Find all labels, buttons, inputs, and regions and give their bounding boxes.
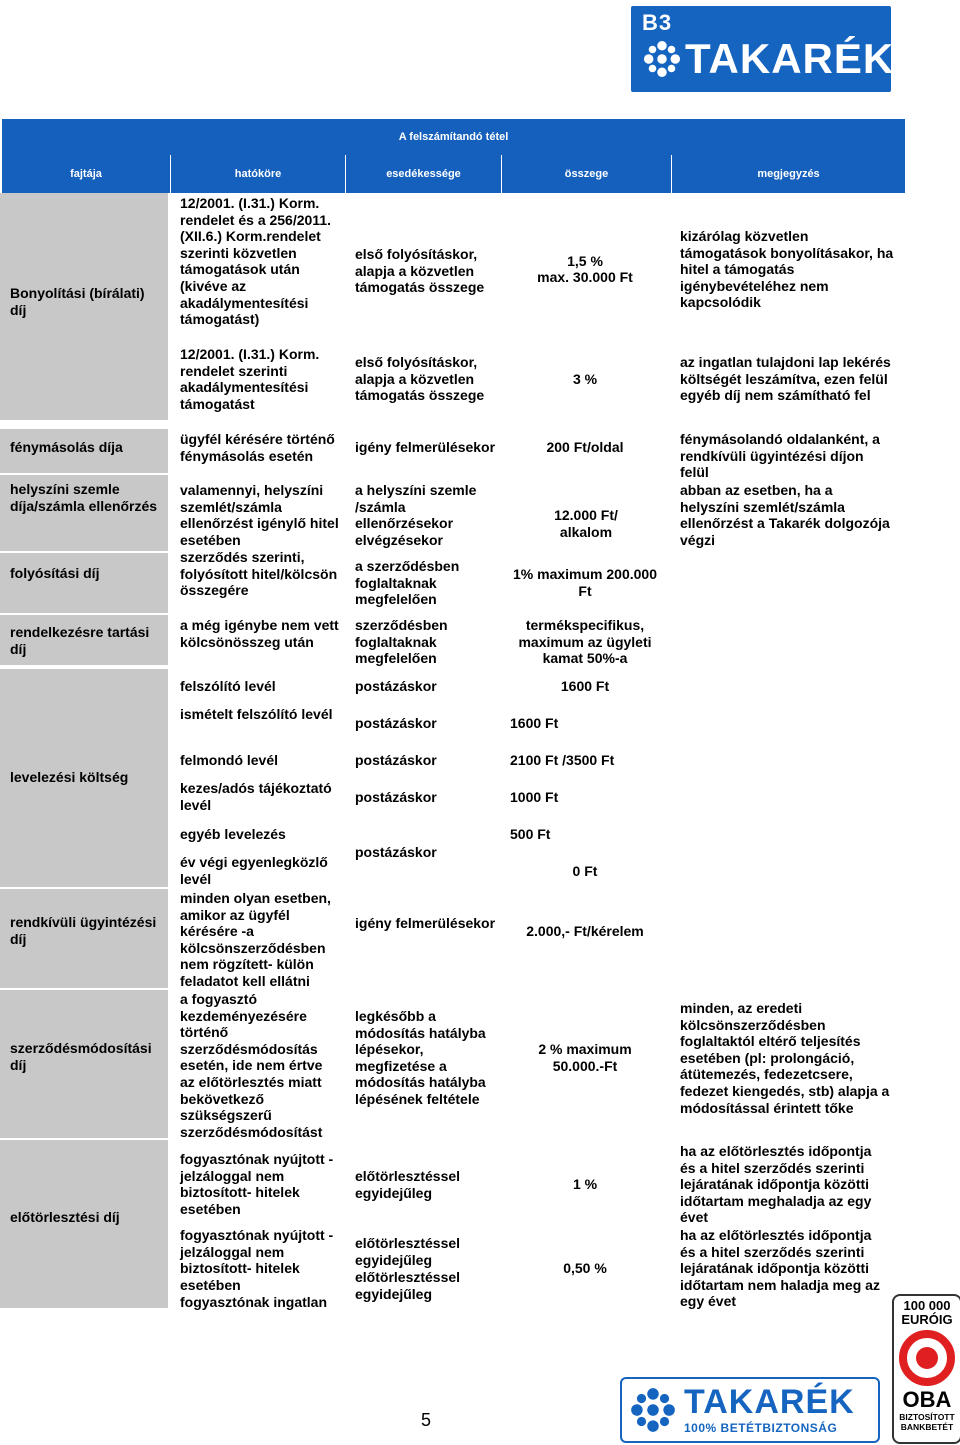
- cell-esedekesseg: postázáskor: [355, 678, 437, 694]
- category-label: levelezési költség: [10, 769, 129, 785]
- cell-hatokor: ügyfél kérésére történő fénymásolás esetén: [180, 431, 335, 464]
- page-number: 5: [421, 1410, 432, 1430]
- cell-hatokor: kezes/adós tájékoztató levél: [180, 780, 332, 813]
- cell-osszeg: 200 Ft/oldal: [546, 439, 624, 455]
- cell-esedekesseg: előtörlesztéssel egyidejűleg: [355, 1269, 461, 1302]
- cell-osszeg: 1000 Ft: [510, 789, 559, 805]
- cell-esedekesseg: a helyszíni szemle /számla ellenőrzésekor elvégzésekor: [355, 482, 477, 548]
- cell-megjegyzes: minden, az eredeti kölcsönszerződésben foglaltaktól eltérő teljesítés esetében (pl: prolongáció, átütemezés, fedezetcsere, fedezet kiengedés, stb) alapja a módosítással érintett tőke: [680, 1000, 890, 1116]
- oba-subtitle: BIZTOSÍTOTT BANKBETÉT: [899, 1412, 955, 1432]
- cell-esedekesseg: a szerződésben foglaltaknak megfelelően: [355, 558, 460, 608]
- cell-esedekesseg: első folyósításkor, alapja a közvetlen támogatás összege: [355, 354, 485, 404]
- category-cell: [0, 553, 168, 615]
- cell-megjegyzes: abban az esetben, ha a helyszíni szemlét/számla ellenőrzést a Takarék dolgozója végzi: [680, 482, 890, 548]
- cell-osszeg: 1% maximum 200.000 Ft: [513, 566, 657, 599]
- cell-osszeg: 2100 Ft /3500 Ft: [510, 752, 615, 768]
- cell-hatokor: szerződés szerinti, folyósított hitel/kölcsön összegére: [180, 549, 338, 599]
- cell-osszeg: 2 % maximum 50.000.-Ft: [538, 1041, 632, 1074]
- oba-currency: EURÓIG: [901, 1312, 953, 1327]
- logo-subtitle: 100% BETÉTBIZTONSÁG: [684, 1421, 838, 1435]
- cell-esedekesseg: legkésőbb a módosítás hatályba lépésekor, megfizetése a módosítás hatályba lépésének feltétele: [355, 1008, 486, 1107]
- cell-esedekesseg: szerződésben foglaltaknak megfelelően: [355, 617, 448, 667]
- cell-hatokor: év végi egyenlegközlő levél: [180, 854, 328, 887]
- cell-hatokor: fogyasztónak nyújtott -jelzáloggal nem biztosított- hitelek esetében: [180, 1227, 334, 1293]
- cell-osszeg: max. 30.000 Ft: [537, 269, 633, 285]
- cell-hatokor: a még igénybe nem vett kölcsönösszeg után: [180, 617, 339, 650]
- category-label: rendelkezésre tartási díj: [10, 624, 150, 657]
- cell-hatokor: 12/2001. (I.31.) Korm. rendelet és a 256/2011. (XII.6.) Korm.rendelet szerinti közvetlen támogatások után (kivéve az akadálymentesítési támogatást): [180, 195, 331, 328]
- table-title: A felszámítandó tétel: [2, 119, 905, 155]
- cell-hatokor: egyéb levelezés: [180, 826, 286, 842]
- cell-osszeg: 2.000,- Ft/kérelem: [526, 923, 644, 939]
- cell-hatokor: minden olyan esetben, amikor az ügyfél kérésére -a kölcsönszerződésben nem rögzített- külön feladatot kell ellátni: [180, 890, 331, 989]
- header-megjegyzes: megjegyzés: [671, 155, 905, 193]
- flower-star-icon: [630, 1387, 676, 1433]
- cell-osszeg: 3 %: [572, 371, 598, 387]
- cell-osszeg: 12.000 Ft/ alkalom: [554, 507, 618, 540]
- category-label: rendkívüli ügyintézési díj: [10, 914, 157, 947]
- category-cell: [0, 429, 168, 475]
- header-esedekessege: esedékessége: [345, 155, 501, 193]
- cell-osszeg: termékspecifikus, maximum az ügyleti kamat 50%-a: [518, 617, 652, 667]
- cell-osszeg: 1600 Ft: [510, 715, 559, 731]
- cell-esedekesseg: előtörlesztéssel egyidejűleg: [355, 1168, 461, 1201]
- flower-star-icon: [643, 40, 681, 78]
- category-label: előtörlesztési díj: [10, 1209, 120, 1225]
- cell-hatokor: ismételt felszólító levél: [180, 706, 333, 722]
- cell-osszeg: 1 %: [572, 1176, 598, 1192]
- category-label: Bonyolítási (bírálati) díj: [10, 285, 145, 318]
- cell-osszeg: 1,5 %: [567, 253, 603, 269]
- header-osszege: összege: [501, 155, 671, 193]
- oba-name: OBA: [902, 1387, 952, 1412]
- cell-esedekesseg: előtörlesztéssel egyidejűleg: [355, 1235, 461, 1268]
- category-label: folyósítási díj: [10, 565, 100, 581]
- cell-esedekesseg: igény felmerülésekor: [355, 439, 496, 455]
- category-cell: [0, 990, 168, 1140]
- cell-esedekesseg: postázáskor: [355, 715, 437, 731]
- logo-badge: B3: [642, 10, 673, 35]
- cell-osszeg: 0 Ft: [572, 863, 598, 879]
- oba-ring-icon: [899, 1330, 955, 1386]
- logo-brand: TAKARÉK: [685, 35, 895, 82]
- category-cell: [0, 1140, 168, 1310]
- category-cell: [0, 669, 168, 889]
- cell-hatokor: fogyasztónak nyújtott -jelzáloggal nem biztosított- hitelek esetében: [180, 1151, 334, 1217]
- cell-hatokor: felmondó levél: [180, 752, 279, 768]
- header-fajtaja: fajtája: [2, 155, 170, 193]
- category-cell: [0, 193, 168, 422]
- cell-hatokor: fogyasztónak ingatlan: [180, 1294, 328, 1310]
- cell-esedekesseg: igény felmerülésekor: [355, 915, 496, 931]
- cell-esedekesseg: postázáskor: [355, 844, 437, 860]
- category-label: helyszíni szemle díja/számla ellenőrzés: [10, 481, 158, 514]
- logo-brand: TAKARÉK: [684, 1383, 855, 1421]
- cell-megjegyzes: ha az előtörlesztés időpontja és a hitel szerződés szerinti lejáratának időpontja közötti időtartam nem haladja meg az egy évet: [680, 1227, 880, 1310]
- cell-hatokor: a fogyasztó kezdeményezésére történő szerződésmódosítás esetén, ide nem értve az előtörlesztés miatt bekövetkező szükségszerű szerződésmódosítást: [180, 991, 323, 1140]
- cell-osszeg: 1600 Ft: [560, 678, 610, 694]
- cell-osszeg: 500 Ft: [510, 826, 551, 842]
- cell-hatokor: felszólító levél: [180, 678, 276, 694]
- b3-takarek-logo: [631, 6, 895, 92]
- header-hatokore: hatóköre: [170, 155, 345, 193]
- category-cell: [0, 889, 168, 990]
- category-label: szerződésmódosítási díj: [10, 1040, 152, 1073]
- oba-amount: 100 000: [903, 1298, 951, 1313]
- cell-megjegyzes: ha az előtörlesztés időpontja és a hitel szerződés szerinti lejáratának időpontja közötti időtartam meghaladja az egy évet: [680, 1143, 872, 1226]
- cell-osszeg: 0,50 %: [563, 1260, 607, 1276]
- category-cell: [0, 615, 168, 667]
- category-label: fénymásolás díja: [10, 439, 123, 455]
- cell-esedekesseg: postázáskor: [355, 789, 437, 805]
- cell-megjegyzes: fénymásolandó oldalanként, a rendkívüli ügyintézési díjon felül: [680, 431, 880, 481]
- cell-megjegyzes: kizárólag közvetlen támogatások bonyolításakor, ha hitel a támogatás igénybevételéhez nem kapcsolódik: [680, 228, 894, 311]
- category-cell: [0, 475, 168, 553]
- cell-esedekesseg: postázáskor: [355, 752, 437, 768]
- cell-esedekesseg: első folyósításkor, alapja a közvetlen támogatás összege: [355, 246, 485, 296]
- cell-hatokor: valamennyi, helyszíni szemlét/számla ellenőrzést igénylő hitel esetében: [180, 482, 339, 548]
- cell-megjegyzes: az ingatlan tulajdoni lap lekérés költségét leszámítva, ezen felül egyéb díj nem számítható fel: [680, 354, 891, 404]
- takarek-betetbiztonsag-logo: [620, 1377, 880, 1443]
- oba-badge: [892, 1294, 960, 1444]
- cell-hatokor: 12/2001. (I.31.) Korm. rendelet szerinti akadálymentesítési támogatást: [180, 346, 320, 412]
- table-header-row: [2, 155, 905, 193]
